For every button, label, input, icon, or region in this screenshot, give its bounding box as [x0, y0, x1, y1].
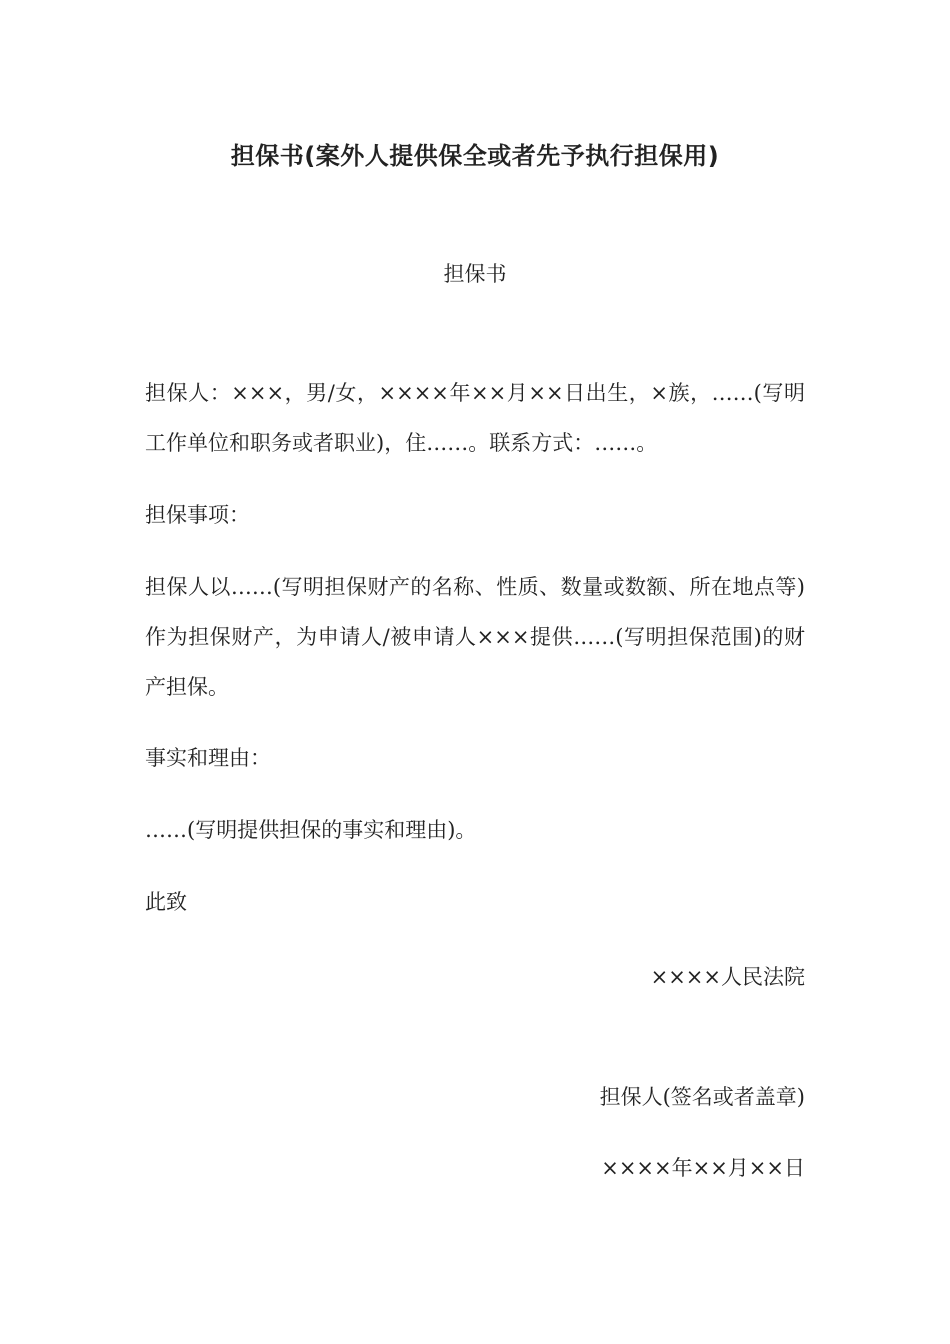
court-name: ××××人民法院	[650, 965, 805, 989]
matters-label: 担保事项：	[145, 503, 250, 527]
document-heading: 担保书	[443, 262, 507, 286]
document-title: 担保书(案外人提供保全或者先予执行担保用)	[230, 142, 720, 170]
reasons-label: 事实和理由：	[145, 746, 271, 770]
salutation: 此致	[145, 890, 187, 914]
guarantor-info: 担保人：×××，男/女，××××年××月××日出生，×族，……(写明工作单位和职务或者职业)，住……。联系方式：……。	[145, 381, 805, 455]
signature-line: 担保人(签名或者盖章)	[599, 1085, 805, 1109]
date-line: ××××年××月××日	[601, 1156, 805, 1180]
matters-text: 担保人以……(写明担保财产的名称、性质、数量或数额、所在地点等)作为担保财产，为申请人/被申请人×××提供……(写明担保范围)的财产担保。	[145, 575, 805, 699]
reasons-text: ……(写明提供担保的事实和理由)。	[145, 818, 477, 842]
